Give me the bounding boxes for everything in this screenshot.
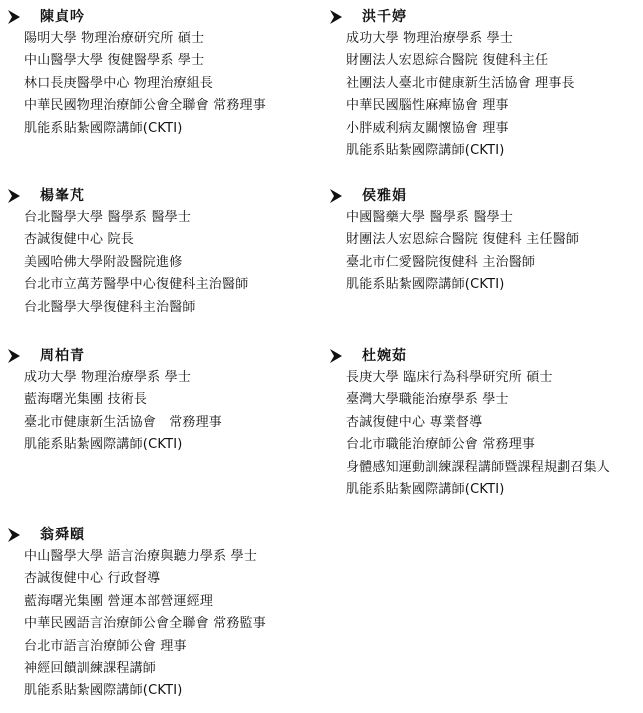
speaker-header <box>8 6 328 28</box>
credential-line: 台北市職能治療師公會 常務理事 <box>346 437 536 453</box>
speaker-name: 洪千婷 <box>362 9 407 25</box>
credential-line: 台北市語言治療師公會 理事 <box>24 638 187 654</box>
speaker-name: 楊峯芃 <box>40 188 85 204</box>
credential-line: 長庚大學 臨床行為科學研究所 碩士 <box>346 370 553 385</box>
credential-line: 肌能系貼紮國際講師(CKTI) <box>24 120 183 136</box>
credential-line: 中華民國物理治療師公會全聯會 常務理事 <box>24 98 266 114</box>
speaker-credentials <box>8 546 328 703</box>
speaker-name: 周柏青 <box>40 348 85 364</box>
credential-line: 臺北市健康新生活協會 常務理事 <box>24 414 223 430</box>
credential-line: 中國醫藥大學 醫學系 醫學士 <box>346 210 514 225</box>
speaker-card <box>8 524 328 703</box>
credential-line: 中山醫學大學 語言治療與聽力學系 學士 <box>24 549 258 564</box>
speaker-name: 翁舜頤 <box>40 527 85 543</box>
speaker-header <box>330 345 642 367</box>
speaker-card <box>8 185 328 319</box>
speaker-name: 陳貞吟 <box>40 9 85 25</box>
credential-line: 臺灣大學職能治療學系 學士 <box>346 392 509 408</box>
speaker-card <box>330 185 642 297</box>
arrow-bullet-icon <box>330 189 342 203</box>
speaker-name: 侯雅娟 <box>362 188 407 204</box>
arrow-bullet-icon <box>8 189 20 203</box>
credential-line: 中華民國腦性麻痺協會 理事 <box>346 98 509 114</box>
speaker-credentials <box>330 28 642 162</box>
speaker-card <box>330 6 642 162</box>
arrow-bullet-icon <box>8 528 20 542</box>
credential-line: 神經回饋訓練課程講師 <box>24 661 157 677</box>
credential-line: 杏誠復健中心 專業督導 <box>346 414 483 430</box>
credential-line: 肌能系貼紮國際講師(CKTI) <box>24 437 183 453</box>
credential-line: 財團法人宏恩綜合醫院 復健科主任 <box>346 53 549 69</box>
speaker-header <box>8 345 328 367</box>
speaker-header <box>330 6 642 28</box>
credential-line: 中山醫學大學 復健醫學系 學士 <box>24 53 205 69</box>
credential-line: 陽明大學 物理治療研究所 碩士 <box>24 31 205 46</box>
credential-line: 臺北市仁愛醫院復健科 主治醫師 <box>346 254 536 270</box>
credential-line: 藍海曙光集團 營運本部營運經理 <box>24 593 214 609</box>
credential-line: 肌能系貼紮國際講師(CKTI) <box>346 277 505 293</box>
credential-line: 肌能系貼紮國際講師(CKTI) <box>24 683 183 699</box>
speaker-credentials <box>8 207 328 319</box>
speaker-header <box>8 185 328 207</box>
arrow-bullet-icon <box>8 349 20 363</box>
speaker-card <box>8 6 328 140</box>
credential-line: 藍海曙光集團 技術長 <box>24 392 148 408</box>
credential-line: 台北市立萬芳醫學中心復健科主治醫師 <box>24 277 249 293</box>
credential-line: 肌能系貼紮國際講師(CKTI) <box>346 482 505 498</box>
credential-line: 杏誠復健中心 院長 <box>24 232 134 248</box>
credential-line: 中華民國語言治療師公會全聯會 常務監事 <box>24 616 266 632</box>
credential-line: 身體感知運動訓練課程講師暨課程規劃召集人 <box>346 459 611 475</box>
speaker-credentials <box>330 367 642 501</box>
arrow-bullet-icon <box>330 349 342 363</box>
credential-line: 成功大學 物理治療學系 學士 <box>346 31 514 46</box>
speaker-credentials <box>330 207 642 297</box>
credential-line: 林口長庚醫學中心 物理治療組長 <box>24 75 214 91</box>
arrow-bullet-icon <box>330 10 342 24</box>
speaker-credentials <box>8 367 328 457</box>
speaker-header <box>8 524 328 546</box>
credential-line: 小胖威利病友關懷協會 理事 <box>346 120 509 136</box>
speaker-card <box>8 345 328 457</box>
speaker-name: 杜婉茹 <box>362 348 407 364</box>
credential-line: 台北醫學大學復健科主治醫師 <box>24 299 196 315</box>
credential-line: 肌能系貼紮國際講師(CKTI) <box>346 143 505 159</box>
credential-line: 成功大學 物理治療學系 學士 <box>24 370 192 385</box>
credential-line: 台北醫學大學 醫學系 醫學士 <box>24 210 192 225</box>
credential-line: 美國哈佛大學附設醫院進修 <box>24 254 183 270</box>
speaker-header <box>330 185 642 207</box>
speaker-card <box>330 345 642 501</box>
credential-line: 財團法人宏恩綜合醫院 復健科 主任醫師 <box>346 232 580 248</box>
credential-line: 杏誠復健中心 行政督導 <box>24 571 161 587</box>
credential-line: 社團法人臺北市健康新生活協會 理事長 <box>346 75 575 91</box>
arrow-bullet-icon <box>8 10 20 24</box>
speaker-credentials <box>8 28 328 140</box>
